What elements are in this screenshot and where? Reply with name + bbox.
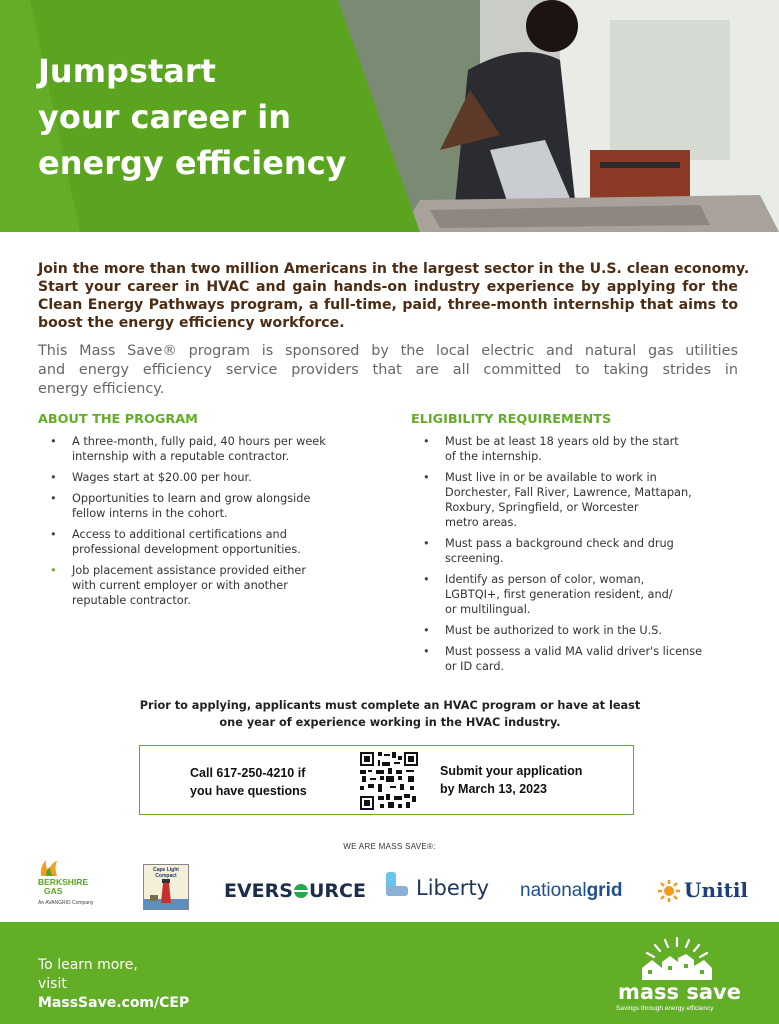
hero-title-line: Jumpstart bbox=[38, 52, 216, 90]
list-item: • Must live in or be available to work in Dorchester, Fall River, Lawrence, Mattapan, Roxbury, Springfield, or Worcester metro areas. bbox=[411, 470, 751, 530]
note-line: Prior to applying, applicants must complete an HVAC program or have at least bbox=[139, 699, 641, 712]
liberty-name: Liberty bbox=[416, 876, 490, 900]
hero-title-line: your career in bbox=[38, 98, 291, 136]
list-item: • Job placement assistance provided either with current employer or with another reputable contractor. bbox=[38, 563, 378, 608]
eversource-logo bbox=[224, 880, 366, 902]
intro-bold-line: Clean Energy Pathways program, a full-time, paid, three-month internship that aims to bbox=[38, 297, 738, 313]
national-grid-light: national bbox=[520, 880, 587, 901]
eligibility-list bbox=[411, 434, 751, 680]
cape-light-compact-logo bbox=[143, 864, 189, 910]
call-text bbox=[190, 764, 307, 800]
footer-text bbox=[38, 956, 189, 1013]
list-item: • Identify as person of color, woman, LGBTQI+, first generation resident, and/ or multilingual. bbox=[411, 572, 751, 617]
about-heading: ABOUT THE PROGRAM bbox=[38, 412, 198, 427]
hero-banner bbox=[0, 0, 779, 232]
mass-save-logo bbox=[612, 936, 742, 1016]
liberty-mark-icon bbox=[386, 872, 410, 900]
mass-save-tagline: Savings through energy efficiency bbox=[616, 1005, 714, 1012]
intro-sponsor-paragraph bbox=[38, 342, 738, 399]
list-item: • Opportunities to learn and grow alongside fellow interns in the cohort. bbox=[38, 491, 378, 521]
berkshire-sub: An AVANGRID Company bbox=[38, 900, 94, 906]
eversource-text-start: EVERS bbox=[224, 880, 293, 902]
eligibility-heading: ELIGIBILITY REQUIREMENTS bbox=[411, 412, 612, 427]
intro-light-line: and energy efficiency service providers that are all committed to taking strides in bbox=[38, 362, 738, 378]
national-grid-bold: grid bbox=[586, 880, 623, 901]
list-item: • A three-month, fully paid, 40 hours per week internship with a reputable contractor. bbox=[38, 434, 378, 464]
cape-light-name: Cape Light Compact bbox=[153, 867, 179, 879]
submit-text bbox=[440, 762, 582, 798]
intro-light-line: This Mass Save® program is sponsored by the local electric and natural gas utilities bbox=[38, 343, 738, 359]
partners-label: WE ARE MASS SAVE®: bbox=[343, 842, 436, 851]
footer bbox=[0, 922, 779, 1024]
call-line: Call 617-250-4210 if bbox=[190, 766, 306, 780]
mass-save-sun-icon bbox=[612, 936, 742, 986]
list-item: • Must be at least 18 years old by the start of the internship. bbox=[411, 434, 751, 464]
footer-line: To learn more, bbox=[38, 957, 138, 973]
list-item: • Wages start at $20.00 per hour. bbox=[38, 470, 378, 485]
footer-line bbox=[38, 975, 189, 1013]
berkshire-name: BERKSHIRE bbox=[38, 877, 89, 887]
intro-bold-paragraph bbox=[38, 260, 750, 332]
masssave-cep-link[interactable]: MassSave.com/CEP bbox=[38, 995, 190, 1011]
unitil-name: Unitil bbox=[684, 878, 749, 902]
eversource-o-icon bbox=[294, 884, 308, 898]
note-line: one year of experience working in the HVAC industry. bbox=[219, 716, 561, 729]
intro-bold-line: boost the energy efficiency workforce. bbox=[38, 315, 345, 331]
list-item: • Must pass a background check and drug screening. bbox=[411, 536, 751, 566]
list-item: • Must be authorized to work in the U.S. bbox=[411, 623, 751, 638]
footer-visit: visit bbox=[38, 976, 67, 992]
berkshire-gas: GAS bbox=[44, 886, 63, 896]
intro-light-line: energy efficiency. bbox=[38, 381, 165, 397]
submit-line: Submit your application bbox=[440, 764, 583, 778]
hero-title-line: energy efficiency bbox=[38, 144, 347, 182]
about-list bbox=[38, 434, 378, 614]
eversource-text-end: URCE bbox=[308, 880, 366, 902]
intro-bold-line: Start your career in HVAC and gain hands-on industry experience by applying for the bbox=[38, 279, 738, 295]
list-item: • Access to additional certifications and professional development opportunities. bbox=[38, 527, 378, 557]
qr-code-icon[interactable] bbox=[360, 752, 418, 810]
cta-box bbox=[139, 745, 634, 815]
call-line: you have questions bbox=[190, 784, 307, 798]
hero-title bbox=[38, 48, 347, 186]
submit-line: by March 13, 2023 bbox=[440, 782, 548, 796]
berkshire-gas-logo bbox=[38, 858, 118, 908]
unitil-sun-icon bbox=[658, 880, 680, 902]
intro-bold-line: Join the more than two million Americans in the largest sector in the U.S. clean economy. bbox=[38, 261, 750, 277]
lighthouse-icon bbox=[144, 879, 188, 909]
mass-save-wordmark: mass save bbox=[618, 980, 741, 1004]
prerequisite-note bbox=[90, 697, 690, 731]
berkshire-flame-icon bbox=[38, 858, 60, 878]
national-grid-logo bbox=[520, 880, 622, 902]
list-item: • Must possess a valid MA valid driver's license or ID card. bbox=[411, 644, 751, 674]
